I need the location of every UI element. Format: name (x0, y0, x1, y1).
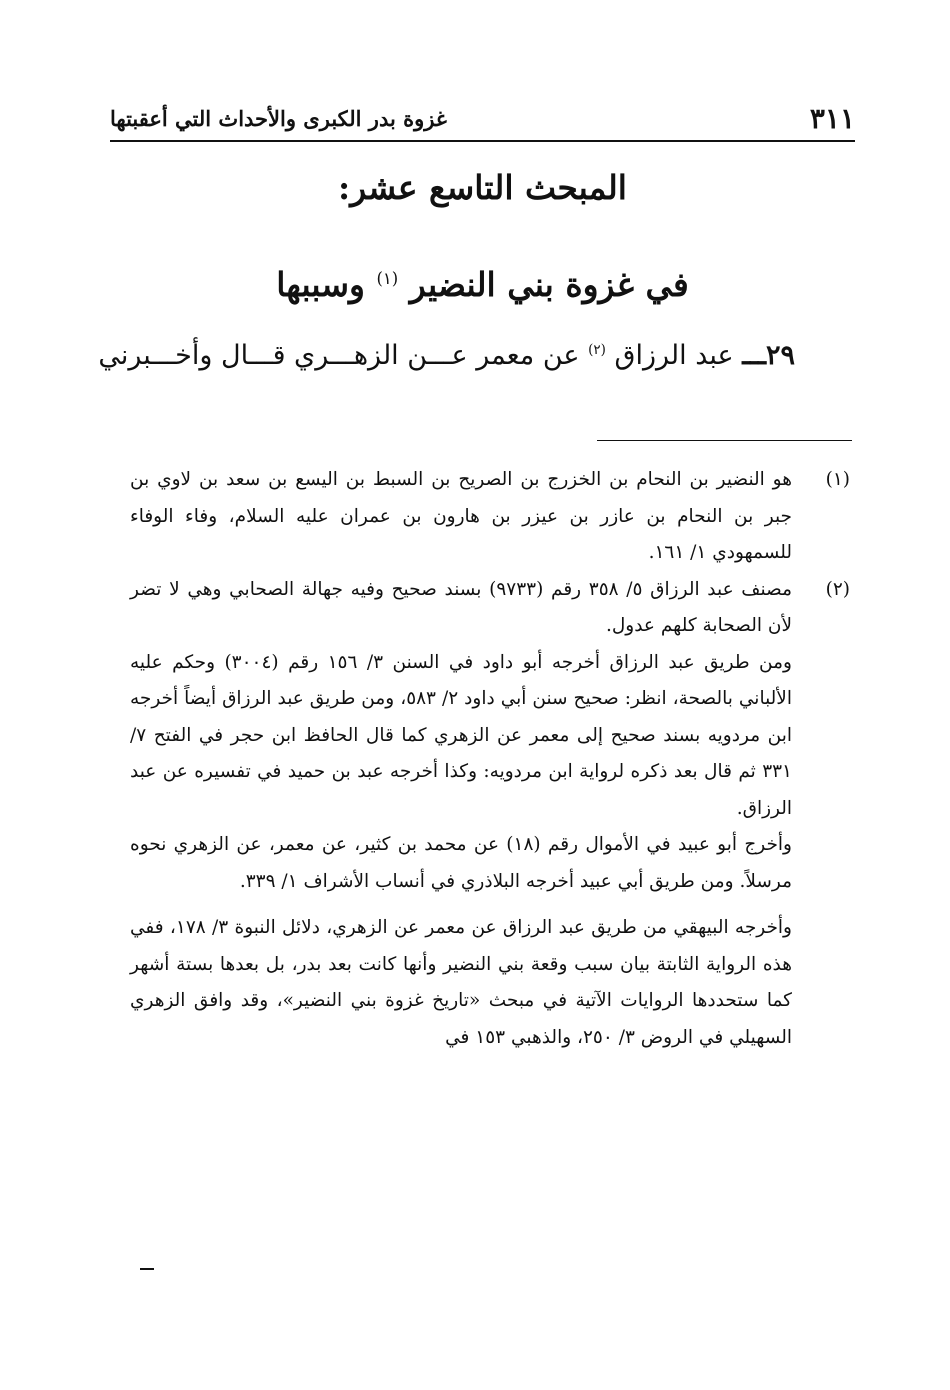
footnote-marker: (١) (825, 469, 850, 490)
footnote-ref: (٢) (588, 342, 606, 358)
footnotes (130, 462, 850, 1056)
page-header (110, 100, 855, 140)
section-title (110, 265, 855, 304)
section-title-text-end: وسببها (276, 265, 365, 304)
section-title-text: في غزوة بني النضير (409, 265, 689, 304)
hadith-text-end: عن معمر عـــن الزهـــري قـــال وأخـــبرني (98, 340, 580, 371)
footnote-ref: (١) (376, 269, 399, 288)
continuation-dash (140, 1268, 154, 1270)
running-title: غزوة بدر الكبرى والأحداث التي أعقبتها (110, 106, 447, 131)
hadith-number: ٢٩ـــ (742, 340, 795, 371)
footnote-separator (597, 440, 852, 441)
footnote-paragraph: وأخرجه البيهقي من طريق عبد الرزاق عن معمر عن الزهري، دلائل النبوة ٣/ ١٧٨، ففي هذه الرواية الثابتة بيان سبب وقعة بني النضير وأنها كانت بعد بدر، بل بعدها بستة أشهر كما ستحددها الروايات الآتية في مبحث «تاريخ غزوة بني النضير»، وقد وافق الزهري السهيلي في الروض ٣/ ٢٥٠، والذهبي ١٥٣ في (130, 917, 792, 1048)
footnote-paragraph: وأخرج أبو عبيد في الأموال رقم (١٨) عن محمد بن كثير، عن معمر، عن الزهري نحوه مرسلاً. ومن طريق أبي عبيد أخرجه البلاذري في أنساب الأشراف ١/ ٣٣٩. (130, 834, 792, 892)
footnote-1 (130, 462, 850, 572)
footnote-text: هو النضير بن النحام بن الخزرج بن الصريح بن السبط بن اليسع بن سعد بن لاوي بن جبر بن النحام بن عازر بن عيزر بن هارون بن عمران عليه السلام، وفاء الوفاء للسمهودي ١/ ١٦١. (130, 469, 792, 563)
footnote-paragraph: ومن طريق عبد الرزاق أخرجه أبو داود في السنن ٣/ ١٥٦ رقم (٣٠٠٤) وحكم عليه الألباني بالصحة، انظر: صحيح سنن أبي داود ٢/ ٥٨٣، ومن طريق عبد الرزاق أيضاً أخرجه ابن مردويه بسند صحيح إلى معمر عن الزهري كما قال الحافظ ابن حجر في الفتح ٧/ ٣٣١ ثم قال بعد ذكره لرواية ابن مردويه: وكذا أخرجه عبد بن حميد في تفسيره عن عبد الرزاق. (130, 651, 792, 819)
chapter-title: المبحث التاسع عشر: (338, 168, 627, 207)
hadith-line (98, 340, 795, 371)
page-number: ٣١١ (809, 102, 855, 135)
footnote-marker: (٢) (825, 578, 850, 600)
hadith-text: عبد الرزاق (614, 340, 734, 371)
header-rule (110, 140, 855, 142)
footnote-2 (130, 572, 850, 645)
footnote-text: مصنف عبد الرزاق ٥/ ٣٥٨ رقم (٩٧٣٣) بسند صحيح وفيه جهالة الصحابي وهي لا تضر لأن الصحابة كلهم عدول. (130, 578, 792, 636)
